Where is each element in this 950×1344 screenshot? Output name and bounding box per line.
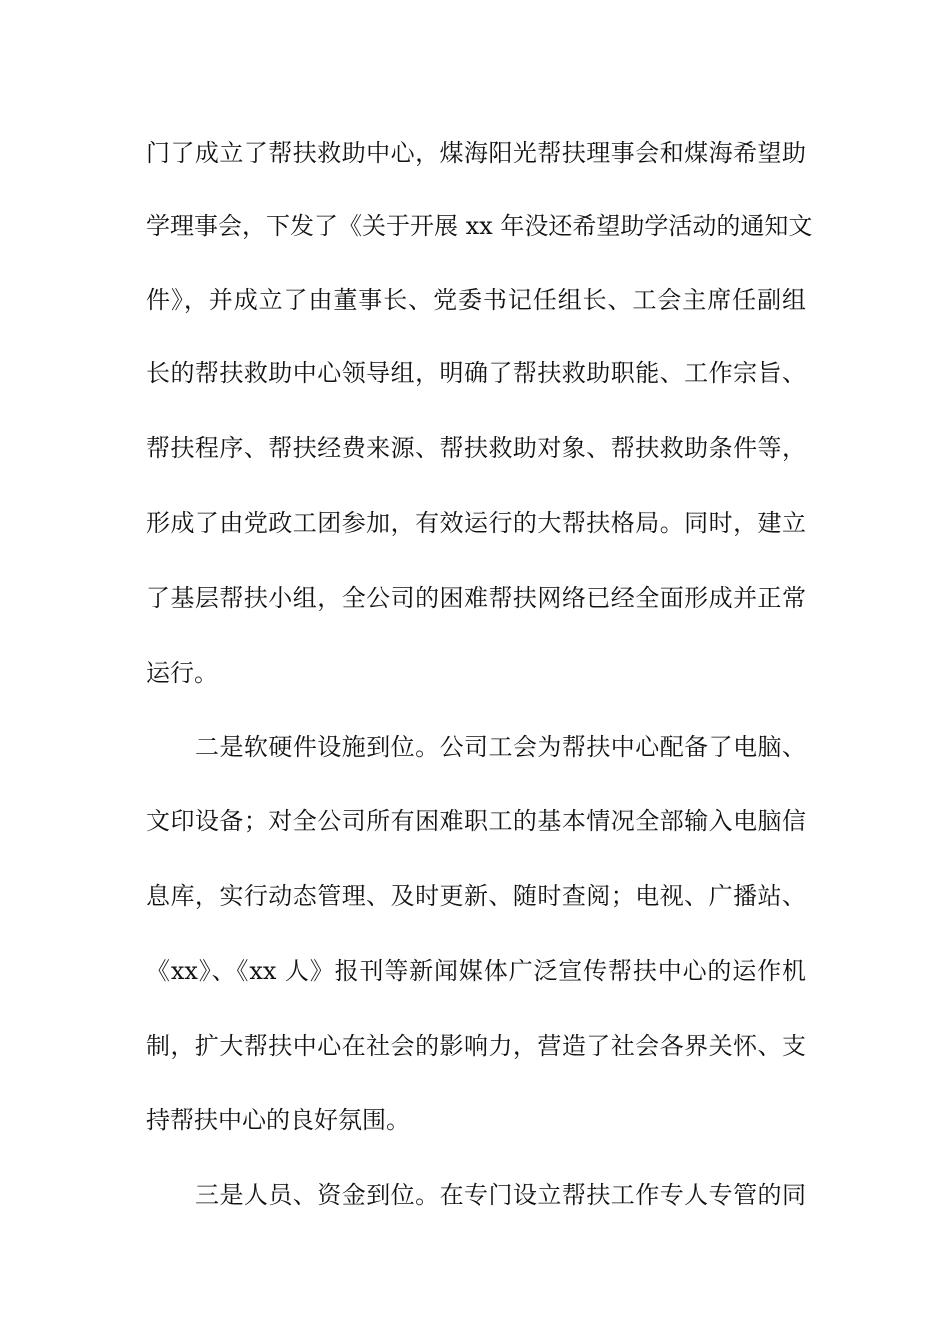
paragraph-end-line: 持帮扶中心的良好氛围。 <box>146 1106 410 1134</box>
body-text-line: 息库，实行动态管理、及时更新、随时查阅；电视、广播站、 <box>146 882 806 910</box>
body-text-line: 帮扶程序、帮扶经费来源、帮扶救助对象、帮扶救助条件等， <box>146 434 806 462</box>
body-text-line: 形成了由党政工团参加，有效运行的大帮扶格局。同时，建立 <box>146 509 806 537</box>
body-text-line: 制，扩大帮扶中心在社会的影响力，营造了社会各界关怀、支 <box>146 1032 806 1060</box>
paragraph-end-line: 运行。 <box>146 659 218 687</box>
body-text-line: 学理事会，下发了《关于开展 xx 年没还希望助学活动的通知文 <box>146 212 813 240</box>
body-text-line: 文印设备；对全公司所有困难职工的基本情况全部输入电脑信 <box>146 807 806 835</box>
body-text-line: 了基层帮扶小组，全公司的困难帮扶网络已经全面形成并正常 <box>146 584 806 612</box>
body-text-line: 长的帮扶救助中心领导组，明确了帮扶救助职能、工作宗旨、 <box>146 359 806 387</box>
body-text-line: 件》，并成立了由董事长、党委书记任组长、工会主席任副组 <box>146 286 806 314</box>
body-text-line: 《xx》、《xx 人》报刊等新闻媒体广泛宣传帮扶中心的运作机 <box>146 957 806 985</box>
paragraph-first-line: 二是软硬件设施到位。公司工会为帮扶中心配备了电脑、 <box>195 733 806 761</box>
paragraph-first-line: 三是人员、资金到位。在专门设立帮扶工作专人专管的同 <box>195 1181 806 1209</box>
body-text-line: 门了成立了帮扶救助中心，煤海阳光帮扶理事会和煤海希望助 <box>146 139 806 167</box>
